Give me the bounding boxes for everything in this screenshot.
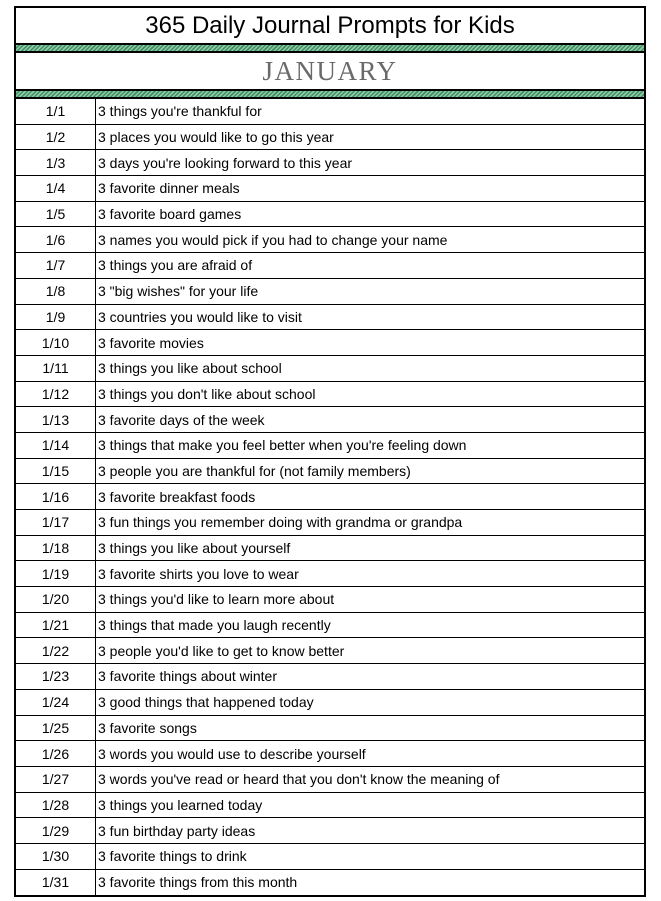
date-cell: 1/30 bbox=[16, 844, 96, 869]
date-cell: 1/2 bbox=[16, 125, 96, 150]
table-row bbox=[16, 99, 644, 125]
prompt-cell: 3 countries you would like to visit bbox=[98, 308, 302, 325]
table-row bbox=[16, 690, 644, 716]
table-row bbox=[16, 844, 644, 870]
date-cell: 1/27 bbox=[16, 767, 96, 792]
prompt-cell: 3 favorite days of the week bbox=[98, 411, 265, 428]
table-row bbox=[16, 716, 644, 742]
table-row bbox=[16, 253, 644, 279]
prompt-cell: 3 things you don't like about school bbox=[98, 385, 316, 402]
prompt-cell: 3 favorite breakfast foods bbox=[98, 488, 256, 505]
date-cell: 1/13 bbox=[16, 407, 96, 432]
prompt-cell: 3 good things that happened today bbox=[98, 694, 314, 711]
prompt-cell: 3 things you like about yourself bbox=[98, 540, 291, 557]
date-cell: 1/25 bbox=[16, 716, 96, 741]
prompt-cell: 3 things you'd like to learn more about bbox=[98, 591, 335, 608]
table-row bbox=[16, 638, 644, 664]
prompt-cell: 3 favorite movies bbox=[98, 334, 204, 351]
table-row bbox=[16, 870, 644, 896]
date-cell: 1/12 bbox=[16, 382, 96, 407]
prompt-cell: 3 favorite things about winter bbox=[98, 668, 277, 685]
date-cell: 1/5 bbox=[16, 202, 96, 227]
table-row bbox=[16, 356, 644, 382]
date-cell: 1/8 bbox=[16, 279, 96, 304]
table-row bbox=[16, 279, 644, 305]
prompt-cell: 3 places you would like to go this year bbox=[98, 129, 334, 146]
prompt-cell: 3 favorite shirts you love to wear bbox=[98, 565, 299, 582]
date-cell: 1/24 bbox=[16, 690, 96, 715]
prompt-cell: 3 things you're thankful for bbox=[98, 103, 262, 120]
prompt-cell: 3 fun birthday party ideas bbox=[98, 822, 256, 839]
date-cell: 1/17 bbox=[16, 510, 96, 535]
date-cell: 1/31 bbox=[16, 870, 96, 896]
date-cell: 1/1 bbox=[16, 99, 96, 124]
table-row bbox=[16, 305, 644, 331]
prompt-cell: 3 words you've read or heard that you don't know the meaning of bbox=[98, 771, 500, 788]
table-row bbox=[16, 433, 644, 459]
date-cell: 1/18 bbox=[16, 536, 96, 561]
date-cell: 1/9 bbox=[16, 305, 96, 330]
date-cell: 1/22 bbox=[16, 638, 96, 663]
prompt-cell: 3 words you would use to describe yourself bbox=[98, 745, 366, 762]
prompt-cell: 3 things you are afraid of bbox=[98, 257, 253, 274]
prompt-cell: 3 things that make you feel better when you're feeling down bbox=[98, 437, 467, 454]
table-row bbox=[16, 818, 644, 844]
table-row bbox=[16, 767, 644, 793]
date-cell: 1/26 bbox=[16, 741, 96, 766]
date-cell: 1/16 bbox=[16, 484, 96, 509]
decorative-stripe-top bbox=[16, 45, 644, 53]
prompt-cell: 3 fun things you remember doing with grandma or grandpa bbox=[98, 514, 463, 531]
date-cell: 1/21 bbox=[16, 613, 96, 638]
table-row bbox=[16, 561, 644, 587]
table-row bbox=[16, 407, 644, 433]
prompt-cell: 3 favorite dinner meals bbox=[98, 180, 240, 197]
table-row bbox=[16, 793, 644, 819]
prompt-cell: 3 things that made you laugh recently bbox=[98, 617, 331, 634]
date-cell: 1/14 bbox=[16, 433, 96, 458]
table-row bbox=[16, 202, 644, 228]
date-cell: 1/28 bbox=[16, 793, 96, 818]
date-cell: 1/19 bbox=[16, 561, 96, 586]
date-cell: 1/10 bbox=[16, 330, 96, 355]
prompt-cell: 3 favorite board games bbox=[98, 206, 242, 223]
page-title: 365 Daily Journal Prompts for Kids bbox=[16, 8, 644, 45]
date-cell: 1/11 bbox=[16, 356, 96, 381]
prompt-cell: 3 favorite things to drink bbox=[98, 848, 247, 865]
table-row bbox=[16, 125, 644, 151]
month-heading: JANUARY bbox=[16, 53, 644, 91]
prompt-cell: 3 favorite things from this month bbox=[98, 874, 298, 891]
table-row bbox=[16, 664, 644, 690]
journal-prompts-sheet bbox=[14, 6, 646, 897]
prompt-cell: 3 "big wishes" for your life bbox=[98, 283, 259, 300]
prompt-table bbox=[16, 99, 644, 895]
table-row bbox=[16, 741, 644, 767]
date-cell: 1/6 bbox=[16, 227, 96, 252]
date-cell: 1/20 bbox=[16, 587, 96, 612]
table-row bbox=[16, 459, 644, 485]
date-cell: 1/3 bbox=[16, 150, 96, 175]
table-row bbox=[16, 227, 644, 253]
table-row bbox=[16, 536, 644, 562]
prompt-cell: 3 people you are thankful for (not family members) bbox=[98, 462, 411, 479]
table-row bbox=[16, 510, 644, 536]
date-cell: 1/7 bbox=[16, 253, 96, 278]
prompt-cell: 3 names you would pick if you had to change your name bbox=[98, 231, 448, 248]
table-row bbox=[16, 484, 644, 510]
table-row bbox=[16, 382, 644, 408]
date-cell: 1/29 bbox=[16, 818, 96, 843]
prompt-cell: 3 days you're looking forward to this year bbox=[98, 154, 353, 171]
table-row bbox=[16, 587, 644, 613]
date-cell: 1/23 bbox=[16, 664, 96, 689]
table-row bbox=[16, 330, 644, 356]
prompt-cell: 3 people you'd like to get to know better bbox=[98, 642, 345, 659]
prompt-cell: 3 things you like about school bbox=[98, 360, 282, 377]
table-row bbox=[16, 613, 644, 639]
table-row bbox=[16, 150, 644, 176]
decorative-stripe-bottom bbox=[16, 91, 644, 99]
date-cell: 1/15 bbox=[16, 459, 96, 484]
date-cell: 1/4 bbox=[16, 176, 96, 201]
prompt-cell: 3 things you learned today bbox=[98, 796, 263, 813]
prompt-cell: 3 favorite songs bbox=[98, 719, 197, 736]
table-row bbox=[16, 176, 644, 202]
